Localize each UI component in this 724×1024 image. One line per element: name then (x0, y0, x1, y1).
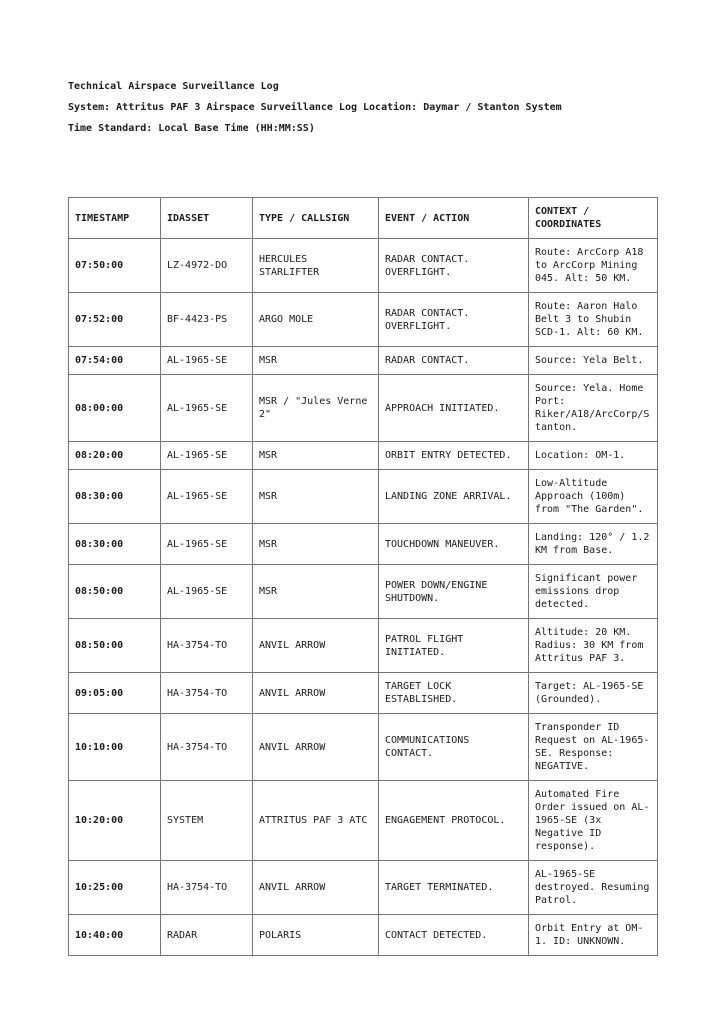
table-header-row (69, 198, 658, 239)
cell-idasset: AL-1965-SE (161, 375, 253, 442)
table-row (69, 347, 658, 375)
cell-type-callsign: ANVIL ARROW (253, 619, 379, 673)
cell-timestamp: 09:05:00 (69, 673, 161, 714)
column-header-event-action: EVENT / ACTION (379, 198, 529, 239)
cell-context-coordinates: Automated Fire Order issued on AL-1965-SE (3x Negative ID response). (529, 781, 658, 861)
cell-context-coordinates: Altitude: 20 KM. Radius: 30 KM from Attritus PAF 3. (529, 619, 658, 673)
cell-timestamp: 08:30:00 (69, 524, 161, 565)
cell-event-action: ENGAGEMENT PROTOCOL. (379, 781, 529, 861)
cell-timestamp: 08:00:00 (69, 375, 161, 442)
cell-event-action: POWER DOWN/ENGINE SHUTDOWN. (379, 565, 529, 619)
cell-context-coordinates: Target: AL-1965-SE (Grounded). (529, 673, 658, 714)
cell-type-callsign: ATTRITUS PAF 3 ATC (253, 781, 379, 861)
cell-type-callsign: MSR (253, 565, 379, 619)
cell-event-action: CONTACT DETECTED. (379, 915, 529, 956)
table-row (69, 619, 658, 673)
document-system-line: System: Attritus PAF 3 Airspace Surveillance Log Location: Daymar / Stanton System (68, 102, 562, 113)
cell-context-coordinates: Orbit Entry at OM-1. ID: UNKNOWN. (529, 915, 658, 956)
cell-timestamp: 10:10:00 (69, 714, 161, 781)
column-header-type-callsign: TYPE / CALLSIGN (253, 198, 379, 239)
cell-idasset: HA-3754-TO (161, 861, 253, 915)
table-row (69, 673, 658, 714)
cell-context-coordinates: Source: Yela. Home Port: Riker/A18/ArcCorp/Stanton. (529, 375, 658, 442)
cell-type-callsign: MSR (253, 347, 379, 375)
cell-context-coordinates: Source: Yela Belt. (529, 347, 658, 375)
table-row (69, 565, 658, 619)
cell-context-coordinates: Landing: 120° / 1.2 KM from Base. (529, 524, 658, 565)
table-row (69, 861, 658, 915)
cell-idasset: RADAR (161, 915, 253, 956)
cell-event-action: COMMUNICATIONS CONTACT. (379, 714, 529, 781)
cell-idasset: AL-1965-SE (161, 470, 253, 524)
cell-event-action: RADAR CONTACT. OVERFLIGHT. (379, 239, 529, 293)
table-row (69, 293, 658, 347)
cell-idasset: SYSTEM (161, 781, 253, 861)
cell-event-action: TARGET TERMINATED. (379, 861, 529, 915)
cell-idasset: HA-3754-TO (161, 673, 253, 714)
cell-timestamp: 08:50:00 (69, 565, 161, 619)
cell-event-action: RADAR CONTACT. OVERFLIGHT. (379, 293, 529, 347)
document-title: Technical Airspace Surveillance Log (68, 81, 279, 92)
table-row (69, 781, 658, 861)
cell-type-callsign: MSR (253, 524, 379, 565)
cell-context-coordinates: Route: ArcCorp A18 to ArcCorp Mining 045. Alt: 50 KM. (529, 239, 658, 293)
cell-event-action: LANDING ZONE ARRIVAL. (379, 470, 529, 524)
cell-timestamp: 08:30:00 (69, 470, 161, 524)
cell-context-coordinates: Route: Aaron Halo Belt 3 to Shubin SCD-1. Alt: 60 KM. (529, 293, 658, 347)
cell-type-callsign: ANVIL ARROW (253, 714, 379, 781)
cell-context-coordinates: Location: OM-1. (529, 442, 658, 470)
table-row (69, 239, 658, 293)
cell-event-action: TARGET LOCK ESTABLISHED. (379, 673, 529, 714)
cell-idasset: BF-4423-PS (161, 293, 253, 347)
column-header-idasset: IDASSET (161, 198, 253, 239)
table-row (69, 375, 658, 442)
cell-idasset: HA-3754-TO (161, 619, 253, 673)
column-header-timestamp: TIMESTAMP (69, 198, 161, 239)
cell-event-action: TOUCHDOWN MANEUVER. (379, 524, 529, 565)
cell-idasset: AL-1965-SE (161, 565, 253, 619)
cell-type-callsign: MSR (253, 470, 379, 524)
cell-timestamp: 08:20:00 (69, 442, 161, 470)
cell-type-callsign: POLARIS (253, 915, 379, 956)
cell-timestamp: 08:50:00 (69, 619, 161, 673)
table-row (69, 524, 658, 565)
cell-idasset: LZ-4972-DO (161, 239, 253, 293)
cell-timestamp: 07:54:00 (69, 347, 161, 375)
cell-event-action: ORBIT ENTRY DETECTED. (379, 442, 529, 470)
cell-type-callsign: MSR (253, 442, 379, 470)
table-row (69, 442, 658, 470)
cell-timestamp: 07:50:00 (69, 239, 161, 293)
cell-idasset: AL-1965-SE (161, 524, 253, 565)
cell-event-action: RADAR CONTACT. (379, 347, 529, 375)
cell-timestamp: 10:20:00 (69, 781, 161, 861)
cell-context-coordinates: Significant power emissions drop detected. (529, 565, 658, 619)
cell-idasset: HA-3754-TO (161, 714, 253, 781)
cell-type-callsign: ANVIL ARROW (253, 861, 379, 915)
surveillance-log-table (68, 197, 658, 956)
cell-context-coordinates: Transponder ID Request on AL-1965-SE. Response: NEGATIVE. (529, 714, 658, 781)
cell-event-action: PATROL FLIGHT INITIATED. (379, 619, 529, 673)
cell-type-callsign: ANVIL ARROW (253, 673, 379, 714)
cell-context-coordinates: Low-Altitude Approach (100m) from "The Garden". (529, 470, 658, 524)
cell-type-callsign: ARGO MOLE (253, 293, 379, 347)
cell-type-callsign: HERCULES STARLIFTER (253, 239, 379, 293)
cell-event-action: APPROACH INITIATED. (379, 375, 529, 442)
document-time-standard-line: Time Standard: Local Base Time (HH:MM:SS) (68, 123, 315, 134)
cell-context-coordinates: AL-1965-SE destroyed. Resuming Patrol. (529, 861, 658, 915)
column-header-context-coordinates: CONTEXT / COORDINATES (529, 198, 658, 239)
cell-type-callsign: MSR / "Jules Verne 2" (253, 375, 379, 442)
table-row (69, 470, 658, 524)
cell-timestamp: 07:52:00 (69, 293, 161, 347)
cell-idasset: AL-1965-SE (161, 442, 253, 470)
cell-idasset: AL-1965-SE (161, 347, 253, 375)
table-row (69, 714, 658, 781)
cell-timestamp: 10:25:00 (69, 861, 161, 915)
table-row (69, 915, 658, 956)
cell-timestamp: 10:40:00 (69, 915, 161, 956)
